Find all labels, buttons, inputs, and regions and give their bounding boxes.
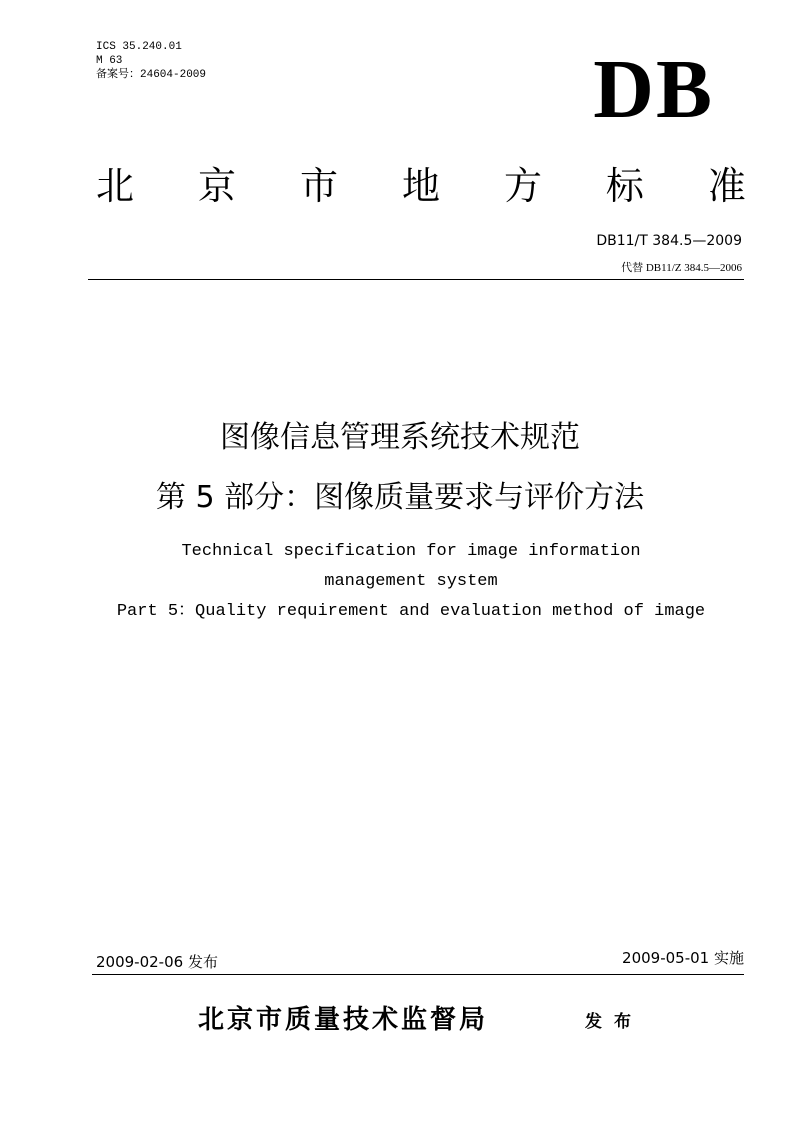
db-logo: DB	[593, 43, 714, 136]
implementation-date: 2009-05-01 实施	[622, 949, 744, 967]
classification-codes	[96, 40, 206, 82]
standard-type-char: 准	[707, 164, 746, 208]
publish-label: 发布	[585, 1012, 643, 1032]
title-english-line1: Technical specification for image information	[181, 542, 641, 561]
standard-type-heading	[96, 162, 746, 210]
standard-type-char: 京	[197, 164, 236, 208]
ics-code: ICS 35.240.01	[96, 41, 182, 53]
standard-type-char: 地	[401, 164, 440, 208]
standard-type-char: 市	[299, 164, 338, 208]
title-chinese-line2: 第 5 部分：图像质量要求与评价方法	[155, 480, 645, 515]
release-date: 2009-02-06 发布	[96, 953, 218, 971]
standard-type-char: 标	[605, 164, 644, 208]
divider-top	[88, 279, 744, 280]
divider-bottom	[92, 974, 744, 975]
standard-number: DB11/T 384.5—2009	[596, 233, 742, 249]
title-chinese-line1: 图像信息管理系统技术规范	[220, 420, 580, 455]
replaces-note: 代替 DB11/Z 384.5—2006	[621, 262, 742, 274]
publisher: 北京市质量技术监督局	[198, 1005, 489, 1035]
ccs-code: M 63	[96, 55, 123, 67]
title-english-line3: Part 5：Quality requirement and evaluation method of image	[116, 602, 706, 621]
standard-type-char: 方	[503, 164, 542, 208]
title-english-line2: management system	[324, 572, 498, 591]
filing-number: 备案号：24604-2009	[96, 69, 207, 81]
standard-type-char: 北	[96, 164, 135, 208]
